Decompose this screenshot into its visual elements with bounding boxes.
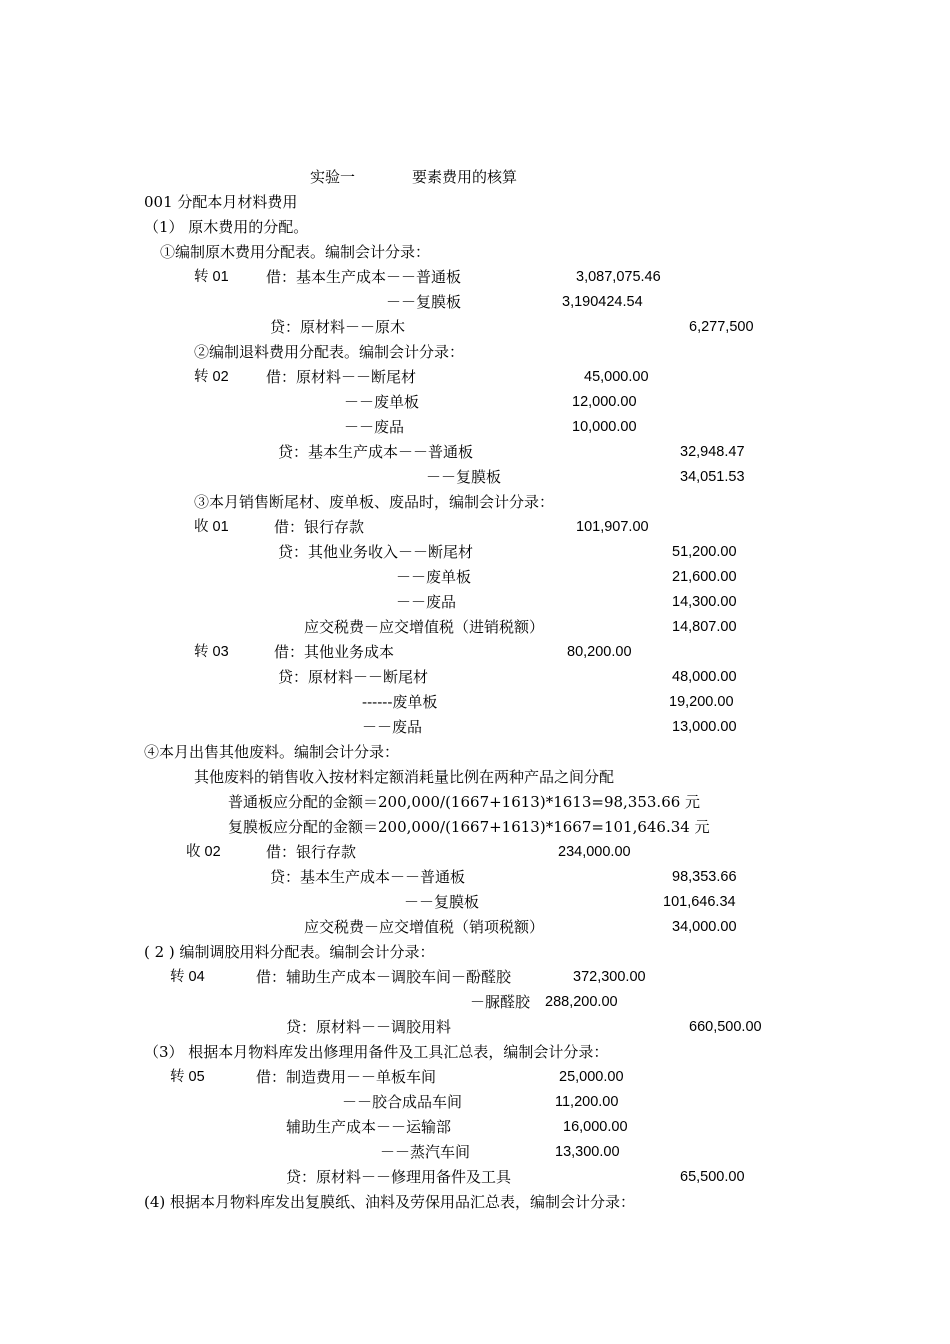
entry-text: 001 分配本月材料费用: [144, 193, 298, 211]
amount-text: 3,190424.54: [562, 294, 643, 310]
amount-text: 25,000.00: [559, 1069, 624, 1085]
amount-text: 10,000.00: [572, 419, 637, 435]
entry-text: 辅助生产成本－－运输部: [286, 1118, 452, 1136]
entry-text: －－废单板: [344, 393, 420, 411]
entry-text: 借：制造费用－－单板车间: [256, 1068, 437, 1086]
amount-text: 转 05: [170, 1069, 205, 1085]
amount-text: 65,500.00: [680, 1169, 745, 1185]
entry-text: －－复膜板: [404, 893, 480, 911]
entry-text: －－蒸汽车间: [380, 1143, 471, 1161]
entry-text: －－废品: [362, 718, 423, 736]
amount-text: 收 02: [186, 844, 221, 860]
amount-text: 13,300.00: [555, 1144, 620, 1160]
amount-text: 45,000.00: [584, 369, 649, 385]
amount-text: 12,000.00: [572, 394, 637, 410]
entry-text: 普通板应分配的金额＝200,000/(1667+1613)*1613=98,353.66 元: [228, 793, 701, 811]
amount-text: 19,200.00: [669, 694, 734, 710]
entry-text: （1） 原木费用的分配。: [144, 218, 309, 236]
amount-text: 转 03: [194, 644, 229, 660]
entry-text: 贷：其他业务收入－－断尾材: [278, 543, 474, 561]
entry-text: 借：基本生产成本－－普通板: [266, 268, 462, 286]
amount-text: 11,200.00: [555, 1094, 619, 1110]
entry-text: 借：辅助生产成本－调胶车间－酚醛胶: [256, 968, 512, 986]
title-right: 要素费用的核算: [412, 168, 518, 186]
amount-text: 48,000.00: [672, 669, 737, 685]
amount-text: 14,807.00: [672, 619, 737, 635]
entry-text: 贷：原材料－－断尾材: [278, 668, 429, 686]
amount-text: 转 01: [194, 269, 229, 285]
amount-text: 21,600.00: [672, 569, 737, 585]
entry-text: －－废品: [396, 593, 457, 611]
entry-text: ------废单板: [362, 693, 438, 711]
entry-text: 贷：基本生产成本－－普通板: [278, 443, 474, 461]
entry-text: 应交税费－应交增值税（进销税额）: [304, 618, 545, 636]
entry-text: 贷：原材料－－调胶用料: [286, 1018, 452, 1036]
amount-text: 101,646.34: [663, 894, 736, 910]
entry-text: 借：原材料－－断尾材: [266, 368, 417, 386]
entry-text: －－复膜板: [426, 468, 502, 486]
entry-text: 其他废料的销售收入按材料定额消耗量比例在两种产品之间分配: [194, 768, 615, 786]
amount-text: 32,948.47: [680, 444, 745, 460]
amount-text: 6,277,500: [689, 319, 754, 335]
amount-text: 16,000.00: [563, 1119, 628, 1135]
amount-text: 372,300.00: [573, 969, 646, 985]
amount-text: 34,000.00: [672, 919, 737, 935]
amount-text: 3,087,075.46: [576, 269, 661, 285]
entry-text: －－复膜板: [386, 293, 462, 311]
entry-text: 贷：基本生产成本－－普通板: [270, 868, 466, 886]
amount-text: 80,200.00: [567, 644, 632, 660]
entry-text: 复膜板应分配的金额＝200,000/(1667+1613)*1667=101,646.34 元: [228, 818, 710, 836]
entry-text: －脲醛胶: [470, 993, 531, 1011]
entry-text: －－废品: [344, 418, 405, 436]
amount-text: 转 04: [170, 969, 205, 985]
entry-text: ④本月出售其他废料。编制会计分录：: [144, 743, 400, 761]
amount-text: 98,353.66: [672, 869, 737, 885]
entry-text: －－废单板: [396, 568, 472, 586]
amount-text: 51,200.00: [672, 544, 737, 560]
title-left: 实验一: [310, 168, 356, 186]
amount-text: 101,907.00: [576, 519, 649, 535]
entry-text: 借：银行存款: [274, 518, 365, 536]
amount-text: 34,051.53: [680, 469, 745, 485]
entry-text: （3） 根据本月物料库发出修理用备件及工具汇总表，编制会计分录：: [144, 1043, 609, 1061]
amount-text: 转 02: [194, 369, 229, 385]
entry-text: (4) 根据本月物料库发出复膜纸、油料及劳保用品汇总表，编制会计分录：: [144, 1193, 636, 1211]
amount-text: 13,000.00: [672, 719, 737, 735]
entry-text: 贷：原材料－－原木: [270, 318, 406, 336]
entry-text: ②编制退料费用分配表。编制会计分录：: [194, 343, 465, 361]
entry-text: 借：银行存款: [266, 843, 357, 861]
amount-text: 收 01: [194, 519, 229, 535]
amount-text: 288,200.00: [545, 994, 618, 1010]
amount-text: 14,300.00: [672, 594, 737, 610]
entry-text: ①编制原木费用分配表。编制会计分录：: [160, 243, 431, 261]
entry-text: 借：其他业务成本: [274, 643, 395, 661]
entry-text: 贷：原材料－－修理用备件及工具: [286, 1168, 512, 1186]
entry-text: ③本月销售断尾材、废单板、废品时，编制会计分录：: [194, 493, 555, 511]
entry-text: －－胶合成品车间: [342, 1093, 463, 1111]
amount-text: 660,500.00: [689, 1019, 762, 1035]
amount-text: 234,000.00: [558, 844, 631, 860]
entry-text: ( 2 ) 编制调胶用料分配表。编制会计分录：: [144, 943, 435, 961]
entry-text: 应交税费－应交增值税（销项税额）: [304, 918, 545, 936]
